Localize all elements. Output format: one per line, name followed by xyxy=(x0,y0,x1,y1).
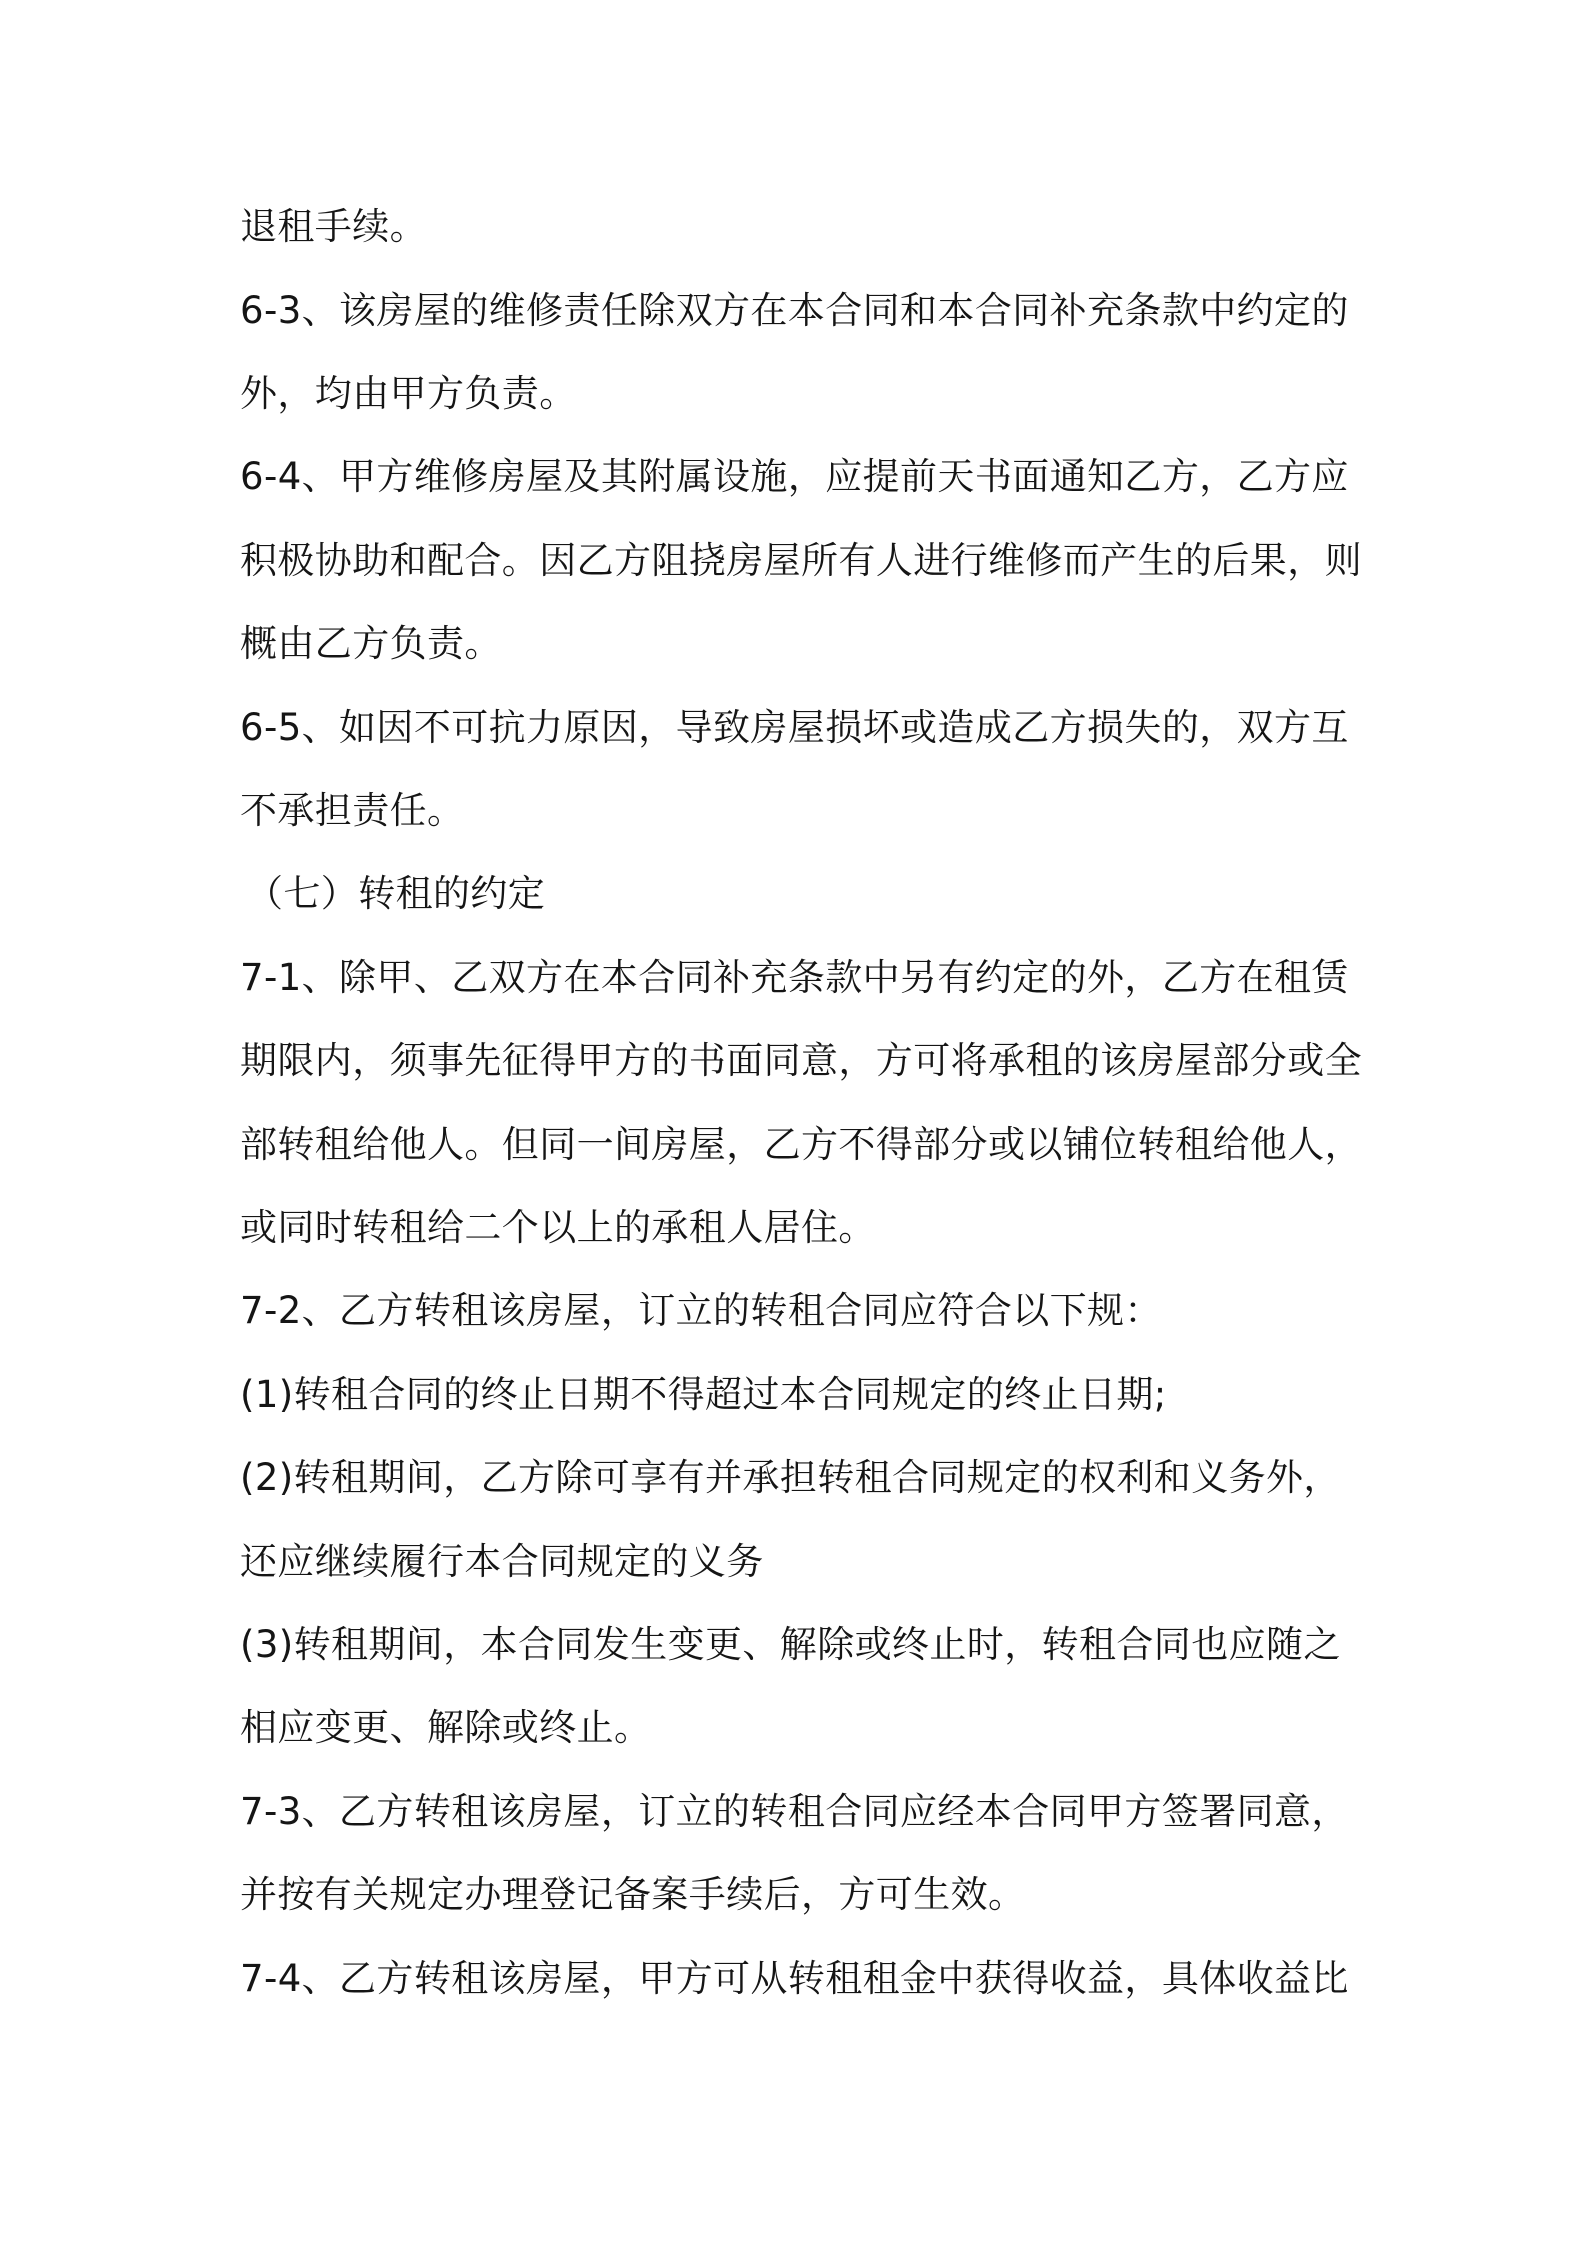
text-line: 部转租给他人。但同一间房屋，乙方不得部分或以铺位转租给他人， xyxy=(240,1123,1362,1166)
text-line: 7-1、除甲、乙双方在本合同补充条款中另有约定的外，乙方在租赁 xyxy=(240,956,1349,999)
text-line: 积极协助和配合。因乙方阻挠房屋所有人进行维修而产生的后果，则 xyxy=(240,539,1362,582)
text-line: 7-4、乙方转租该房屋，甲方可从转租租金中获得收益，具体收益比 xyxy=(240,1957,1349,2000)
section-heading: （七）转租的约定 xyxy=(246,872,546,915)
text-line: 不承担责任。 xyxy=(240,789,465,832)
text-line: 6-4、甲方维修房屋及其附属设施，应提前天书面通知乙方，乙方应 xyxy=(240,455,1349,498)
text-line: (1)转租合同的终止日期不得超过本合同规定的终止日期; xyxy=(240,1373,1167,1416)
text-line: 外，均由甲方负责。 xyxy=(240,372,577,415)
text-line: 退租手续。 xyxy=(240,205,427,248)
text-line: (3)转租期间，本合同发生变更、解除或终止时，转租合同也应随之 xyxy=(240,1623,1341,1666)
text-line: 6-3、该房屋的维修责任除双方在本合同和本合同补充条款中约定的 xyxy=(240,289,1349,332)
text-line: 或同时转租给二个以上的承租人居住。 xyxy=(240,1206,876,1249)
text-line: (2)转租期间，乙方除可享有并承担转租合同规定的权利和义务外， xyxy=(240,1456,1341,1499)
text-line: 相应变更、解除或终止。 xyxy=(240,1706,652,1749)
text-line: 并按有关规定办理登记备案手续后，方可生效。 xyxy=(240,1873,1026,1916)
text-line: 概由乙方负责。 xyxy=(240,622,502,665)
text-line: 7-2、乙方转租该房屋，订立的转租合同应符合以下规： xyxy=(240,1289,1162,1332)
text-line: 7-3、乙方转租该房屋，订立的转租合同应经本合同甲方签署同意， xyxy=(240,1790,1349,1833)
text-line: 期限内，须事先征得甲方的书面同意，方可将承租的该房屋部分或全 xyxy=(240,1039,1362,1082)
text-line: 6-5、如因不可抗力原因，导致房屋损坏或造成乙方损失的，双方互 xyxy=(240,706,1349,749)
text-line: 还应继续履行本合同规定的义务 xyxy=(240,1540,764,1583)
